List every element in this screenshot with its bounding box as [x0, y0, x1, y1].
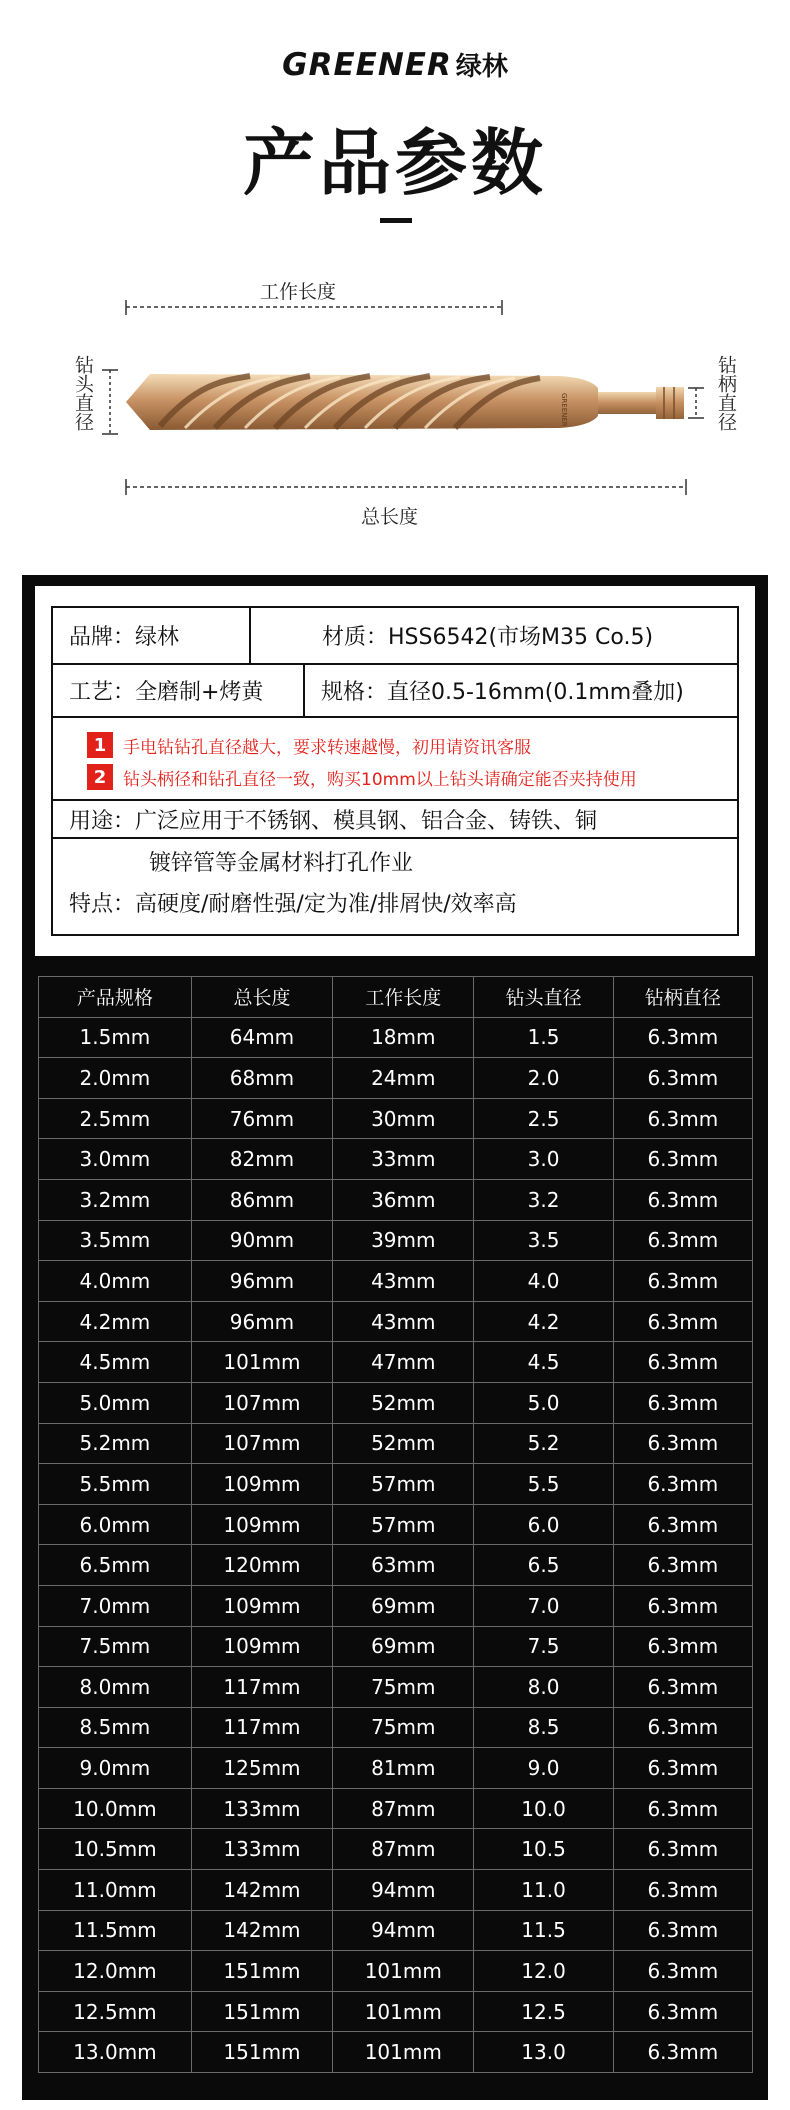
table-row — [39, 1788, 753, 1829]
table-cell: 4.2mm — [39, 1301, 192, 1342]
table-cell: 11.5 — [474, 1910, 613, 1951]
usage-field: 用途：广泛应用于不锈钢、模具钢、铝合金、铸铁、铜 — [69, 809, 598, 834]
table-row — [39, 1829, 753, 1870]
table-row — [39, 1220, 753, 1261]
table-cell: 7.0mm — [39, 1585, 192, 1626]
table-cell: 69mm — [333, 1585, 474, 1626]
table-cell: 3.2mm — [39, 1179, 192, 1220]
table-cell: 2.5 — [474, 1098, 613, 1139]
table-cell: 151mm — [191, 1951, 332, 1992]
page-title: 产品参数 — [242, 121, 547, 205]
table-cell: 6.3mm — [613, 1707, 752, 1748]
table-row — [39, 1870, 753, 1911]
table-cell: 39mm — [333, 1220, 474, 1261]
table-cell: 24mm — [333, 1058, 474, 1099]
table-cell: 101mm — [191, 1342, 332, 1383]
table-cell: 117mm — [191, 1667, 332, 1708]
spec-panel — [22, 575, 768, 2100]
table-cell: 11.5mm — [39, 1910, 192, 1951]
drill-engraving: GREENER — [560, 393, 568, 427]
table-cell: 96mm — [191, 1301, 332, 1342]
table-cell: 4.2 — [474, 1301, 613, 1342]
table-cell: 101mm — [333, 1951, 474, 1992]
table-cell: 75mm — [333, 1667, 474, 1708]
table-cell: 6.3mm — [613, 1423, 752, 1464]
table-cell: 12.0mm — [39, 1951, 192, 1992]
table-cell: 8.0 — [474, 1667, 613, 1708]
table-row — [39, 2032, 753, 2073]
table-cell: 5.0mm — [39, 1382, 192, 1423]
note-1-text: 手电钻钻孔直径越大，要求转速越慢，初用请资讯客服 — [123, 737, 531, 758]
table-cell: 117mm — [191, 1707, 332, 1748]
table-cell: 151mm — [191, 2032, 332, 2073]
note-2-badge: 2 — [87, 764, 113, 790]
table-cell: 5.5 — [474, 1464, 613, 1505]
table-cell: 5.2 — [474, 1423, 613, 1464]
table-cell: 6.3mm — [613, 1545, 752, 1586]
total-length-label: 总长度 — [361, 506, 419, 528]
spec-card — [35, 586, 755, 956]
table-cell: 3.2 — [474, 1179, 613, 1220]
table-cell: 4.5 — [474, 1342, 613, 1383]
size-table — [38, 976, 753, 2073]
table-cell: 107mm — [191, 1423, 332, 1464]
table-row — [39, 1382, 753, 1423]
table-cell: 6.3mm — [613, 1910, 752, 1951]
table-cell: 1.5 — [474, 1017, 613, 1058]
table-cell: 6.3mm — [613, 1951, 752, 1992]
table-body — [39, 1017, 753, 2072]
table-cell: 133mm — [191, 1788, 332, 1829]
table-cell: 109mm — [191, 1504, 332, 1545]
note-1 — [87, 732, 531, 758]
table-cell: 33mm — [333, 1139, 474, 1180]
table-cell: 5.0 — [474, 1382, 613, 1423]
brand-logo — [0, 46, 790, 83]
table-header-row — [39, 977, 753, 1018]
brand-name-cn: 绿林 — [455, 52, 508, 82]
table-cell: 4.0 — [474, 1261, 613, 1302]
table-cell: 8.0mm — [39, 1667, 192, 1708]
table-cell: 142mm — [191, 1910, 332, 1951]
table-cell: 107mm — [191, 1382, 332, 1423]
table-row — [39, 1342, 753, 1383]
table-cell: 18mm — [333, 1017, 474, 1058]
table-cell: 52mm — [333, 1382, 474, 1423]
table-cell: 2.5mm — [39, 1098, 192, 1139]
table-cell: 3.0mm — [39, 1139, 192, 1180]
table-cell: 3.5mm — [39, 1220, 192, 1261]
table-cell: 6.5 — [474, 1545, 613, 1586]
table-cell: 36mm — [333, 1179, 474, 1220]
table-row — [39, 1179, 753, 1220]
table-cell: 6.3mm — [613, 1382, 752, 1423]
table-cell: 11.0 — [474, 1870, 613, 1911]
table-cell: 6.3mm — [613, 1098, 752, 1139]
table-cell: 76mm — [191, 1098, 332, 1139]
table-row — [39, 1017, 753, 1058]
table-cell: 142mm — [191, 1870, 332, 1911]
table-cell: 3.0 — [474, 1139, 613, 1180]
table-cell: 6.3mm — [613, 1464, 752, 1505]
spec-row-notes — [53, 718, 737, 801]
spec-row-brand — [53, 608, 737, 665]
table-cell: 6.3mm — [613, 1058, 752, 1099]
table-cell: 94mm — [333, 1870, 474, 1911]
table-cell: 4.0mm — [39, 1261, 192, 1302]
table-cell: 101mm — [333, 2032, 474, 2073]
table-row — [39, 1626, 753, 1667]
table-cell: 7.5mm — [39, 1626, 192, 1667]
table-row — [39, 1504, 753, 1545]
spec-row-process — [53, 665, 737, 718]
table-cell: 12.0 — [474, 1951, 613, 1992]
table-cell: 57mm — [333, 1464, 474, 1505]
table-cell: 6.3mm — [613, 1748, 752, 1789]
table-cell: 6.5mm — [39, 1545, 192, 1586]
table-cell: 6.3mm — [613, 1870, 752, 1911]
drill-bit-illustration — [0, 260, 790, 540]
note-2 — [87, 764, 637, 790]
table-cell: 125mm — [191, 1748, 332, 1789]
table-cell: 11.0mm — [39, 1870, 192, 1911]
table-cell: 87mm — [333, 1829, 474, 1870]
note-1-badge: 1 — [87, 732, 113, 758]
table-cell: 13.0 — [474, 2032, 613, 2073]
table-cell: 94mm — [333, 1910, 474, 1951]
table-cell: 6.3mm — [613, 1220, 752, 1261]
table-row — [39, 1139, 753, 1180]
table-cell: 6.3mm — [613, 1626, 752, 1667]
table-cell: 13.0mm — [39, 2032, 192, 2073]
table-row — [39, 1707, 753, 1748]
table-cell: 6.3mm — [613, 1667, 752, 1708]
table-cell: 9.0mm — [39, 1748, 192, 1789]
table-cell: 6.3mm — [613, 1301, 752, 1342]
working-length-label: 工作长度 — [260, 281, 337, 303]
table-cell: 69mm — [333, 1626, 474, 1667]
table-row — [39, 1301, 753, 1342]
table-row — [39, 1910, 753, 1951]
table-row — [39, 1261, 753, 1302]
table-row — [39, 1585, 753, 1626]
table-header-cell: 产品规格 — [39, 977, 192, 1018]
table-cell: 6.3mm — [613, 1829, 752, 1870]
table-cell: 90mm — [191, 1220, 332, 1261]
table-cell: 6.0 — [474, 1504, 613, 1545]
table-row — [39, 1748, 753, 1789]
drill-diagram — [0, 260, 790, 540]
table-cell: 12.5 — [474, 1991, 613, 2032]
table-row — [39, 1545, 753, 1586]
table-row — [39, 1667, 753, 1708]
note-2-text: 钻头柄径和钻孔直径一致，购买10mm以上钻头请确定能否夹持使用 — [123, 769, 637, 790]
table-cell: 57mm — [333, 1504, 474, 1545]
table-cell: 6.3mm — [613, 1504, 752, 1545]
table-cell: 64mm — [191, 1017, 332, 1058]
table-cell: 47mm — [333, 1342, 474, 1383]
table-row — [39, 1991, 753, 2032]
table-header-cell: 钻柄直径 — [613, 977, 752, 1018]
table-cell: 68mm — [191, 1058, 332, 1099]
title-divider — [380, 218, 412, 223]
features-field: 特点：高硬度/耐磨性强/定为准/排屑快/效率高 — [69, 892, 517, 917]
table-cell: 12.5mm — [39, 1991, 192, 2032]
table-cell: 43mm — [333, 1261, 474, 1302]
table-cell: 6.3mm — [613, 1261, 752, 1302]
table-cell: 6.3mm — [613, 1991, 752, 2032]
table-cell: 63mm — [333, 1545, 474, 1586]
table-cell: 101mm — [333, 1991, 474, 2032]
table-cell: 4.5mm — [39, 1342, 192, 1383]
process-field: 工艺：全磨制+烤黄 — [69, 680, 264, 705]
table-cell: 52mm — [333, 1423, 474, 1464]
table-cell: 10.0 — [474, 1788, 613, 1829]
table-cell: 82mm — [191, 1139, 332, 1180]
brand-name-en: GREENER — [282, 47, 452, 83]
material-field: 材质：HSS6542(市场M35 Co.5) — [322, 625, 654, 650]
table-cell: 6.3mm — [613, 1139, 752, 1180]
brand-field: 品牌：绿林 — [69, 625, 180, 650]
table-cell: 10.0mm — [39, 1788, 192, 1829]
table-cell: 75mm — [333, 1707, 474, 1748]
table-row — [39, 1423, 753, 1464]
shank-diameter-label: 钻柄直径 — [715, 355, 737, 431]
table-cell: 120mm — [191, 1545, 332, 1586]
table-cell: 109mm — [191, 1626, 332, 1667]
table-row — [39, 1098, 753, 1139]
table-cell: 8.5mm — [39, 1707, 192, 1748]
table-cell: 3.5 — [474, 1220, 613, 1261]
table-cell: 6.3mm — [613, 2032, 752, 2073]
spec-row-usage — [53, 801, 737, 839]
table-cell: 10.5mm — [39, 1829, 192, 1870]
tip-diameter-label: 钻头直径 — [72, 355, 94, 431]
table-cell: 6.0mm — [39, 1504, 192, 1545]
table-cell: 6.3mm — [613, 1179, 752, 1220]
table-cell: 8.5 — [474, 1707, 613, 1748]
table-row — [39, 1464, 753, 1505]
size-field: 规格：直径0.5-16mm(0.1mm叠加) — [321, 680, 684, 705]
table-cell: 96mm — [191, 1261, 332, 1302]
table-row — [39, 1058, 753, 1099]
table-cell: 10.5 — [474, 1829, 613, 1870]
table-cell: 81mm — [333, 1748, 474, 1789]
table-cell: 6.3mm — [613, 1017, 752, 1058]
usage-field-cont: 镀锌管等金属材料打孔作业 — [149, 851, 414, 876]
table-header-cell: 总长度 — [191, 977, 332, 1018]
table-cell: 109mm — [191, 1464, 332, 1505]
table-cell: 2.0mm — [39, 1058, 192, 1099]
table-cell: 7.5 — [474, 1626, 613, 1667]
table-cell: 5.2mm — [39, 1423, 192, 1464]
table-cell: 7.0 — [474, 1585, 613, 1626]
table-cell: 9.0 — [474, 1748, 613, 1789]
table-header-cell: 钻头直径 — [474, 977, 613, 1018]
table-cell: 109mm — [191, 1585, 332, 1626]
table-cell: 86mm — [191, 1179, 332, 1220]
table-cell: 6.3mm — [613, 1788, 752, 1829]
table-cell: 1.5mm — [39, 1017, 192, 1058]
table-cell: 5.5mm — [39, 1464, 192, 1505]
table-cell: 6.3mm — [613, 1342, 752, 1383]
table-cell: 30mm — [333, 1098, 474, 1139]
table-cell: 87mm — [333, 1788, 474, 1829]
table-cell: 133mm — [191, 1829, 332, 1870]
table-header-cell: 工作长度 — [333, 977, 474, 1018]
table-cell: 43mm — [333, 1301, 474, 1342]
table-row — [39, 1951, 753, 1992]
table-cell: 2.0 — [474, 1058, 613, 1099]
table-cell: 6.3mm — [613, 1585, 752, 1626]
spec-grid — [51, 606, 739, 936]
table-cell: 151mm — [191, 1991, 332, 2032]
